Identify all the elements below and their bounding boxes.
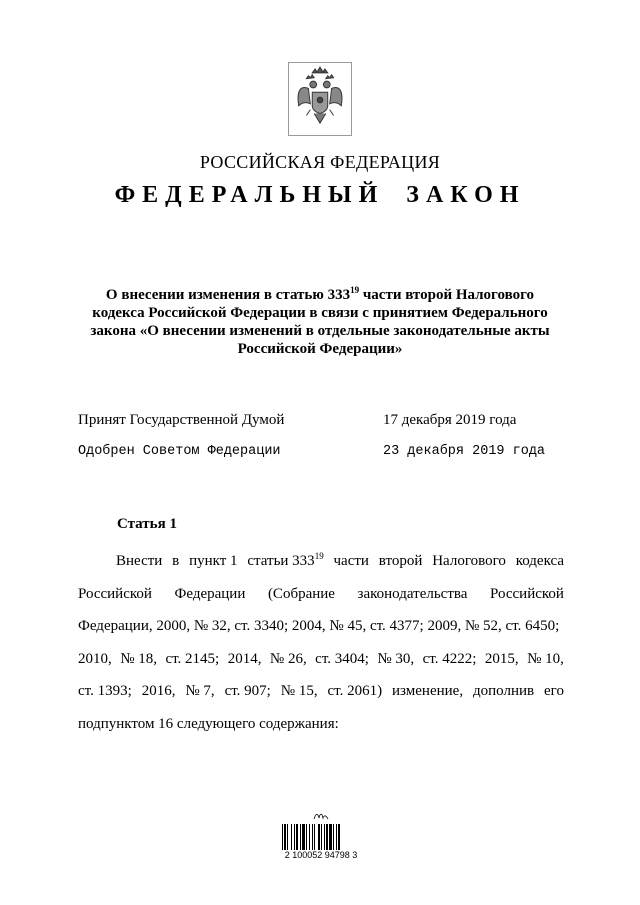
barcode-bar [312,824,313,850]
document-type-title [0,182,640,209]
barcode-bar [309,824,310,850]
subject-superscript: 19 [350,285,360,295]
body-word: Российской [490,585,564,602]
barcode-digits: 2 100052 94798 3 [284,850,358,860]
body-word: Федерации [174,585,246,602]
council-label: Одобрен Советом Федерации [78,444,281,459]
body-word: пункт 1 [189,553,238,569]
body-line-3 [78,610,564,643]
barcode-bar [302,824,305,850]
body-line-5 [78,675,564,708]
body-word: ст. 907; [224,683,271,699]
barcode-bar [296,824,298,850]
body-word: ст. 4222; [422,650,477,667]
barcode-bar [314,824,315,850]
barcode-bar [333,824,334,850]
country-name: РОССИЙСКАЯ ФЕДЕРАЦИЯ [199,152,441,172]
body-word: Налогового [432,553,506,569]
barcode-bar [329,824,332,850]
duma-date: 17 декабря 2019 года [383,412,517,428]
body-word: законодательства [357,585,468,602]
body-word: 2010, [78,650,112,667]
body-word: № 15, [280,683,318,699]
barcode-bar [321,824,322,850]
body-line-1 [78,545,564,578]
barcode-bar [336,824,337,850]
body-word: № 30, [377,650,415,667]
duma-label: Принят Государственной Думой [78,412,285,428]
body-word: в [172,553,180,569]
body-word: № 18, [120,650,158,667]
article-heading: Статья 1 [117,516,177,532]
body-word: Внести [116,553,163,569]
law-subject [90,286,550,358]
barcode-bar [300,824,301,850]
council-date: 23 декабря 2019 года [383,444,546,459]
body-word: 2016, [141,683,176,699]
body-word: его [544,683,564,699]
body-word: Федерации, 2000, № 32, ст. 3340; 2004, № 45, ст. 4377; 2009, № 52, ст. 6450; [78,618,560,634]
body-word: № 26, [269,650,307,667]
body-word: подпунктом 16 следующего содержания: [78,715,339,732]
body-line-2 [78,578,564,611]
body-word: изменение, [392,683,464,699]
barcode-bar [294,824,295,850]
barcode-bar [326,824,328,850]
body-word: (Собрание [267,585,335,602]
body-word: ст. 2145; [165,650,220,667]
body-word: № 10, [527,650,564,667]
barcode-bar [291,824,292,850]
barcode-bar [287,824,288,850]
barcode-bars [282,824,360,850]
body-word: дополнив [473,683,535,699]
body-word: ст. 3404; [315,650,369,667]
body-word: № 7, [185,683,215,699]
body-word: ст. 2061) [327,683,383,699]
body-word: статьи 333 [247,553,315,569]
body-line-4 [78,643,564,676]
law-title-word2: ЗАКОН [406,182,526,208]
body-line-6 [78,708,564,741]
body-superscript: 19 [314,551,324,561]
body-word: Российской [78,585,152,602]
body-word-with-sup [247,545,323,578]
barcode-mark-icon [278,808,364,822]
body-word: кодекса [515,553,564,569]
barcode-bar [318,824,320,850]
barcode-bar [324,824,325,850]
body-word: ст. 1393; [78,683,132,699]
body-word: второй [378,553,423,569]
coat-of-arms-icon [288,62,352,136]
barcode-bar [338,824,340,850]
barcode-bar [306,824,307,850]
body-word: 2015, [484,650,519,667]
body-word: части [333,553,369,569]
barcode [278,808,364,864]
body-word: 2014, [227,650,262,667]
subject-part2: части второй Налогового кодекса Российской Федерации в связи с принятием Федерального закона «О внесении изменений в отдельные законодательные акты Российской Федерации» [90,287,550,357]
subject-part1: О внесении изменения в статью 333 [105,287,351,303]
law-title-word1: ФЕДЕРАЛЬНЫЙ [114,182,385,208]
barcode-bar [282,824,283,850]
article-body [78,545,564,740]
barcode-bar [284,824,286,850]
